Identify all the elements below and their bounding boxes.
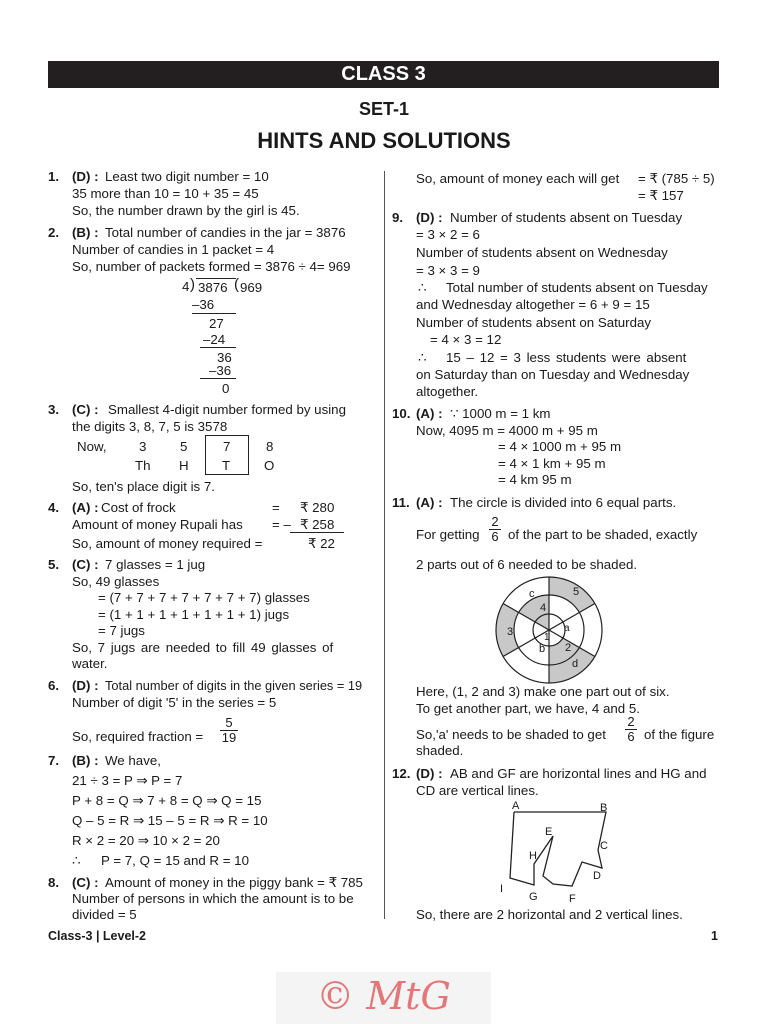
division-rule [192,313,236,314]
q11-line: To get another part, we have, 4 and 5. [416,701,640,716]
q8-number: 8. [48,875,60,890]
q3-number: 3. [48,402,60,417]
q12-answer: (D) : [416,766,443,781]
division-step: –36 [192,297,215,312]
logo-text: © MtG [316,974,451,1018]
fraction-denominator: 6 [491,529,499,544]
q5-line: = 7 jugs [98,623,145,638]
q4-rule [290,532,344,533]
point-label-b: B [600,802,608,814]
q12-line: CD are vertical lines. [416,783,539,798]
q8-line: divided = 5 [72,907,137,922]
point-label-g: G [529,891,538,903]
q10-line: = 4 km 95 m [498,472,572,487]
q9-line: Number of students absent on Saturday [416,315,652,330]
q8-line: Number of persons in which the amount is to be [72,891,354,906]
class-banner: CLASS 3 [48,61,719,88]
q4-value: ₹ 258 [300,517,335,532]
q10-number: 10. [392,406,411,421]
q5-answer: (C) : [72,557,99,572]
division-step: 0 [222,381,230,396]
q5-line: 7 glasses = 1 jug [105,557,206,572]
q6-line: Number of digit '5' in the series = 5 [72,695,277,710]
q12-line: So, there are 2 horizontal and 2 vertical lines. [416,907,683,922]
q1-answer: (D) : [72,169,99,184]
q4-answer: (A) : [72,500,99,515]
place-digit: 7 [223,439,231,454]
sector-label-3: 3 [507,626,514,638]
point-label-a: A [512,800,520,812]
q4-equals: = [272,500,280,515]
q10-line: Now, 4095 m = 4000 m + 95 m [416,423,598,438]
point-label-f: F [569,893,576,905]
fraction-5-19 [220,716,238,745]
q5-line: = (1 + 1 + 1 + 1 + 1 + 1 + 1) jugs [98,607,290,622]
footer-level: Class-3 | Level-2 [48,929,146,943]
point-label-i: I [500,883,504,895]
division-dividend: 3876 [198,280,228,295]
q1-line: Least two digit number = 10 [105,169,269,184]
q6-number: 6. [48,678,60,693]
q11-line: So,'a' needs to be shaded to get [416,727,606,742]
q5-line: = (7 + 7 + 7 + 7 + 7 + 7 + 7) glasses [98,590,310,605]
q9-line: on Saturday than on Tuesday and Wednesday [416,367,690,382]
q3-answer: (C) : [72,402,99,417]
place-digit: 3 [139,439,147,454]
therefore-symbol: ∴ [418,350,427,365]
division-divisor: 4 [182,279,190,294]
sector-label-5: 5 [573,586,580,598]
q4-line: Cost of frock [101,500,176,515]
q9-line: Number of students absent on Tuesday [450,210,683,225]
q11-answer: (A) : [416,495,443,510]
division-step: –36 [209,363,232,378]
set-label: SET-1 [358,99,410,119]
column-divider [384,171,385,919]
q2-line: Number of candies in 1 packet = 4 [72,242,275,257]
division-bracket: ) [190,276,195,293]
place-name: O [264,458,275,473]
fraction-denominator: 19 [221,730,237,745]
sector-label-a: a [564,623,570,634]
figure-outline [510,812,606,886]
place-digit: 8 [266,439,274,454]
q2-line: Total number of candies in the jar = 3876 [105,225,346,240]
q2-line: So, number of packets formed = 3876 ÷ 4= 969 [72,259,351,274]
q9-line: = 3 × 3 = 9 [416,263,480,278]
point-label-h: H [529,850,537,862]
q11-line: For getting [416,527,480,542]
q3-line: Smallest 4-digit number formed by using [108,402,346,417]
q7-line: P = 7, Q = 15 and R = 10 [101,853,249,868]
sector-label-c: c [529,588,535,600]
point-label-e: E [545,826,553,838]
q12-line: AB and GF are horizontal lines and HG and [450,766,707,781]
q8-continued: So, amount of money each will get [416,171,620,186]
q4-line: Amount of money Rupali has [72,517,243,532]
q9-line: 15 – 12 = 3 less students were absent [446,350,687,365]
q11-line: Here, (1, 2 and 3) make one part out of six. [416,684,670,699]
q1-line: 35 more than 10 = 10 + 35 = 45 [72,186,259,201]
therefore-symbol: ∴ [72,853,81,868]
q11-line: The circle is divided into 6 equal parts. [450,495,677,510]
fraction-numerator: 5 [220,716,238,731]
sector-label-2: 2 [565,642,572,654]
q5-line: So, 7 jugs are needed to fill 49 glasses of [72,640,334,655]
q10-line: = 4 × 1 km + 95 m [498,456,606,471]
division-quotient: 969 [240,280,263,295]
q5-number: 5. [48,557,60,572]
sector-label-1: 1 [544,632,550,643]
place-name: H [179,458,189,473]
place-digit: 5 [180,439,188,454]
q7-line: Q – 5 = R ⇒ 15 – 5 = R ⇒ R = 10 [72,813,268,828]
line-figure [494,798,614,906]
q10-line: ∵ 1000 m = 1 km [450,406,551,421]
q9-answer: (D) : [416,210,443,225]
q4-value: ₹ 22 [308,536,335,551]
q8-continued: = ₹ 157 [638,188,684,203]
place-name: Th [135,458,151,473]
q7-line: P + 8 = Q ⇒ 7 + 8 = Q ⇒ Q = 15 [72,793,262,808]
place-name: T [222,458,231,473]
q3-line: So, ten's place digit is 7. [72,479,215,494]
q8-line: Amount of money in the piggy bank = ₹ 785 [105,875,363,890]
q9-line: = 3 × 2 = 6 [416,227,480,242]
q9-line: = 4 × 3 = 12 [430,332,502,347]
q3-line: the digits 3, 8, 7, 5 is 3578 [72,419,228,434]
division-step: 27 [209,316,224,331]
q9-line: and Wednesday altogether = 6 + 9 = 15 [416,297,650,312]
q9-number: 9. [392,210,404,225]
q1-line: So, the number drawn by the girl is 45. [72,203,300,218]
page-number: 1 [711,929,718,943]
q9-line: altogether. [416,384,479,399]
q8-continued: = ₹ (785 ÷ 5) [638,171,715,186]
sector-label-b: b [539,643,546,655]
q4-equals: = – [272,517,291,532]
fraction-numerator: 2 [625,715,637,730]
division-bracket-right: ( [234,276,239,293]
q10-answer: (A) : [416,406,443,421]
fraction-numerator: 2 [489,515,501,530]
q6-line: Total number of digits in the given series = 19 [105,678,363,693]
point-label-d: D [593,870,601,882]
q7-line: We have, [105,753,161,768]
fraction-denominator: 6 [627,729,635,744]
q11-line: of the part to be shaded, exactly [508,527,698,542]
q11-line: of the figure [644,727,715,742]
q11-line: 2 parts out of 6 needed to be shaded. [416,557,638,572]
q3-now: Now, [77,439,107,454]
q9-line: Total number of students absent on Tuesday [446,280,708,295]
q4-number: 4. [48,500,60,515]
q7-answer: (B) : [72,753,99,768]
circle-diagram [494,575,604,685]
q1-number: 1. [48,169,60,184]
point-label-c: C [600,840,608,852]
division-step: –24 [203,332,226,347]
division-rule [200,378,236,379]
q6-line: So, required fraction = [72,729,204,744]
fraction-2-6 [489,515,501,544]
fraction-2-6 [625,715,637,744]
q6-answer: (D) : [72,678,99,693]
q7-number: 7. [48,753,60,768]
division-rule [200,347,236,348]
q7-line: R × 2 = 20 ⇒ 10 × 2 = 20 [72,833,220,848]
q4-line: So, amount of money required = [72,536,263,551]
sector-label-d: d [572,658,579,670]
page-title: HINTS AND SOLUTIONS [257,128,511,153]
therefore-symbol: ∴ [418,280,427,295]
q8-answer: (C) : [72,875,99,890]
q2-number: 2. [48,225,60,240]
q12-number: 12. [392,766,411,781]
q4-value: ₹ 280 [300,500,335,515]
division-step: 36 [217,350,232,365]
publisher-logo [276,972,491,1024]
q7-line: 21 ÷ 3 = P ⇒ P = 7 [72,773,183,788]
sector-label-4: 4 [540,602,547,614]
q9-line: Number of students absent on Wednesday [416,245,668,260]
q2-answer: (B) : [72,225,99,240]
q5-line: So, 49 glasses [72,574,160,589]
q11-line: shaded. [416,743,464,758]
q11-number: 11. [392,495,410,510]
q5-line: water. [72,656,108,671]
q10-line: = 4 × 1000 m + 95 m [498,439,622,454]
